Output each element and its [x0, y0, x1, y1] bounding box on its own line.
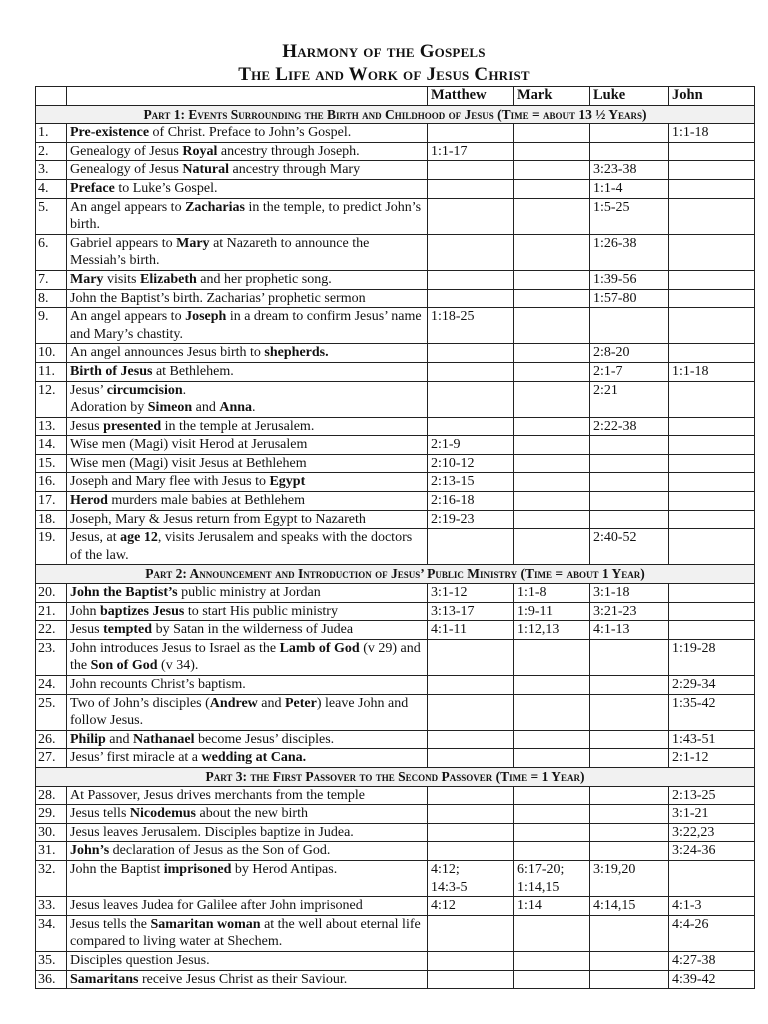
table-row: [36, 417, 755, 436]
ref-luke: 4:14,15: [590, 897, 669, 916]
ref-mark: [514, 529, 590, 565]
ref-mark: [514, 639, 590, 675]
ref-matthew: 3:1-12: [428, 584, 514, 603]
section-heading: Part 2: Announcement and Introduction of Jesus’ Public Ministry (Time = about 1 Year): [36, 565, 755, 584]
ref-john: [669, 492, 755, 511]
ref-luke: 3:23-38: [590, 161, 669, 180]
ref-luke: [590, 142, 669, 161]
ref-matthew: [428, 289, 514, 308]
table-row: [36, 454, 755, 473]
row-number: 11.: [36, 362, 67, 381]
ref-matthew: [428, 234, 514, 270]
row-number: 4.: [36, 179, 67, 198]
event-description: Mary visits Elizabeth and her prophetic song.: [67, 270, 428, 289]
table-row: [36, 842, 755, 861]
ref-john: [669, 142, 755, 161]
table-row: [36, 142, 755, 161]
ref-luke: [590, 970, 669, 989]
ref-mark: [514, 823, 590, 842]
ref-luke: 3:21-23: [590, 602, 669, 621]
event-description: Samaritans receive Jesus Christ as their Saviour.: [67, 970, 428, 989]
ref-matthew: [428, 529, 514, 565]
ref-mark: [514, 786, 590, 805]
event-description: Jesus tells the Samaritan woman at the well about eternal life compared to living water at Shechem.: [67, 915, 428, 951]
ref-matthew: 2:19-23: [428, 510, 514, 529]
ref-luke: [590, 786, 669, 805]
ref-matthew: [428, 951, 514, 970]
ref-mark: [514, 142, 590, 161]
ref-mark: [514, 308, 590, 344]
event-description: Joseph and Mary flee with Jesus to Egypt: [67, 473, 428, 492]
ref-luke: [590, 951, 669, 970]
row-number: 6.: [36, 234, 67, 270]
table-row: [36, 436, 755, 455]
event-description: Jesus leaves Jerusalem. Disciples baptize in Judea.: [67, 823, 428, 842]
ref-john: 4:27-38: [669, 951, 755, 970]
row-number: 17.: [36, 492, 67, 511]
event-description: Wise men (Magi) visit Jesus at Bethlehem: [67, 454, 428, 473]
event-description: Preface to Luke’s Gospel.: [67, 179, 428, 198]
ref-luke: 2:1-7: [590, 362, 669, 381]
ref-matthew: 2:13-15: [428, 473, 514, 492]
ref-mark: [514, 510, 590, 529]
event-description: An angel appears to Joseph in a dream to confirm Jesus’ name and Mary’s chastity.: [67, 308, 428, 344]
ref-luke: 1:39-56: [590, 270, 669, 289]
ref-matthew: [428, 124, 514, 143]
event-description: Joseph, Mary & Jesus return from Egypt to Nazareth: [67, 510, 428, 529]
ref-matthew: [428, 730, 514, 749]
row-number: 2.: [36, 142, 67, 161]
harmony-table: [35, 86, 755, 989]
table-row: [36, 234, 755, 270]
event-description: Genealogy of Jesus Royal ancestry through Joseph.: [67, 142, 428, 161]
ref-john: [669, 436, 755, 455]
ref-mark: [514, 951, 590, 970]
ref-luke: [590, 730, 669, 749]
ref-matthew: 2:1-9: [428, 436, 514, 455]
row-number: 26.: [36, 730, 67, 749]
table-row: [36, 308, 755, 344]
row-number: 35.: [36, 951, 67, 970]
document-subtitle: The Life and Work of Jesus Christ: [238, 64, 530, 85]
ref-john: 4:39-42: [669, 970, 755, 989]
ref-luke: 1:26-38: [590, 234, 669, 270]
ref-matthew: [428, 970, 514, 989]
ref-john: [669, 234, 755, 270]
ref-mark: [514, 805, 590, 824]
row-number: 12.: [36, 381, 67, 417]
ref-luke: 2:40-52: [590, 529, 669, 565]
ref-mark: [514, 454, 590, 473]
header-event: [67, 87, 428, 106]
table-row: [36, 289, 755, 308]
ref-luke: 1:5-25: [590, 198, 669, 234]
ref-matthew: [428, 915, 514, 951]
row-number: 3.: [36, 161, 67, 180]
ref-john: 2:29-34: [669, 676, 755, 695]
ref-john: [669, 417, 755, 436]
ref-mark: [514, 676, 590, 695]
ref-john: [669, 381, 755, 417]
ref-luke: [590, 454, 669, 473]
table-row: [36, 362, 755, 381]
ref-john: 1:1-18: [669, 124, 755, 143]
row-number: 5.: [36, 198, 67, 234]
ref-john: 2:13-25: [669, 786, 755, 805]
event-description: An angel appears to Zacharias in the temple, to predict John’s birth.: [67, 198, 428, 234]
ref-matthew: [428, 270, 514, 289]
event-description: John the Baptist’s birth. Zacharias’ prophetic sermon: [67, 289, 428, 308]
ref-luke: [590, 805, 669, 824]
ref-matthew: [428, 417, 514, 436]
table-row: [36, 381, 755, 417]
section-heading-row: [36, 565, 755, 584]
table-row: [36, 179, 755, 198]
event-description: Jesus, at age 12, visits Jerusalem and speaks with the doctors of the law.: [67, 529, 428, 565]
ref-mark: [514, 749, 590, 768]
table-body: [36, 105, 755, 989]
row-number: 31.: [36, 842, 67, 861]
ref-john: [669, 584, 755, 603]
table-row: [36, 970, 755, 989]
table-row: [36, 270, 755, 289]
ref-matthew: [428, 179, 514, 198]
ref-john: 1:35-42: [669, 694, 755, 730]
ref-luke: 1:57-80: [590, 289, 669, 308]
event-description: Gabriel appears to Mary at Nazareth to announce the Messiah’s birth.: [67, 234, 428, 270]
table-row: [36, 124, 755, 143]
ref-mark: [514, 381, 590, 417]
event-description: Herod murders male babies at Bethlehem: [67, 492, 428, 511]
row-number: 19.: [36, 529, 67, 565]
table-row: [36, 951, 755, 970]
ref-matthew: [428, 805, 514, 824]
row-number: 32.: [36, 860, 67, 896]
ref-john: [669, 270, 755, 289]
row-number: 28.: [36, 786, 67, 805]
ref-mark: [514, 915, 590, 951]
table-row: [36, 161, 755, 180]
ref-matthew: 3:13-17: [428, 602, 514, 621]
ref-mark: [514, 124, 590, 143]
header-mark: Mark: [514, 87, 590, 106]
section-heading: Part 1: Events Surrounding the Birth and Childhood of Jesus (Time = about 13 ½ Years): [36, 105, 755, 124]
ref-luke: [590, 915, 669, 951]
ref-john: [669, 289, 755, 308]
ref-mark: [514, 198, 590, 234]
ref-luke: [590, 823, 669, 842]
row-number: 1.: [36, 124, 67, 143]
table-row: [36, 676, 755, 695]
table-row: [36, 510, 755, 529]
ref-mark: [514, 234, 590, 270]
ref-matthew: [428, 161, 514, 180]
row-number: 18.: [36, 510, 67, 529]
table-row: [36, 730, 755, 749]
table-row: [36, 602, 755, 621]
title-block: [0, 40, 768, 86]
event-description: Birth of Jesus at Bethlehem.: [67, 362, 428, 381]
ref-luke: [590, 436, 669, 455]
ref-matthew: [428, 823, 514, 842]
ref-matthew: [428, 694, 514, 730]
header-matthew: Matthew: [428, 87, 514, 106]
ref-matthew: [428, 676, 514, 695]
ref-matthew: [428, 749, 514, 768]
ref-john: [669, 344, 755, 363]
event-description: Jesus leaves Judea for Galilee after John imprisoned: [67, 897, 428, 916]
ref-luke: 2:21: [590, 381, 669, 417]
ref-luke: 4:1-13: [590, 621, 669, 640]
table-row: [36, 198, 755, 234]
ref-mark: [514, 179, 590, 198]
row-number: 23.: [36, 639, 67, 675]
event-description: An angel announces Jesus birth to shepherds.: [67, 344, 428, 363]
table-row: [36, 915, 755, 951]
ref-luke: 2:8-20: [590, 344, 669, 363]
event-description: Jesus presented in the temple at Jerusalem.: [67, 417, 428, 436]
ref-john: 3:22,23: [669, 823, 755, 842]
ref-john: [669, 308, 755, 344]
section-heading-row: [36, 105, 755, 124]
ref-matthew: [428, 842, 514, 861]
ref-mark: [514, 436, 590, 455]
row-number: 16.: [36, 473, 67, 492]
row-number: 33.: [36, 897, 67, 916]
ref-john: [669, 621, 755, 640]
ref-john: [669, 602, 755, 621]
row-number: 10.: [36, 344, 67, 363]
document-title: Harmony of the Gospels: [282, 41, 486, 62]
ref-matthew: [428, 786, 514, 805]
row-number: 8.: [36, 289, 67, 308]
ref-matthew: 2:16-18: [428, 492, 514, 511]
ref-luke: [590, 842, 669, 861]
row-number: 29.: [36, 805, 67, 824]
ref-mark: [514, 270, 590, 289]
header-john: John: [669, 87, 755, 106]
ref-mark: [514, 417, 590, 436]
row-number: 36.: [36, 970, 67, 989]
ref-john: 4:1-3: [669, 897, 755, 916]
ref-john: 3:1-21: [669, 805, 755, 824]
table-row: [36, 897, 755, 916]
ref-matthew: 1:18-25: [428, 308, 514, 344]
ref-mark: 1:1-8: [514, 584, 590, 603]
event-description: John recounts Christ’s baptism.: [67, 676, 428, 695]
ref-mark: [514, 289, 590, 308]
event-description: Jesus tempted by Satan in the wilderness of Judea: [67, 621, 428, 640]
table-row: [36, 694, 755, 730]
ref-luke: [590, 510, 669, 529]
event-description: John introduces Jesus to Israel as the Lamb of God (v 29) and the Son of God (v 34).: [67, 639, 428, 675]
ref-matthew: [428, 198, 514, 234]
ref-mark: [514, 362, 590, 381]
ref-mark: [514, 161, 590, 180]
event-description: Jesus’ first miracle at a wedding at Cana.: [67, 749, 428, 768]
event-description: Philip and Nathanael become Jesus’ disciples.: [67, 730, 428, 749]
table-row: [36, 786, 755, 805]
ref-mark: 6:17-20; 1:14,15: [514, 860, 590, 896]
table-row: [36, 860, 755, 896]
row-number: 25.: [36, 694, 67, 730]
row-number: 30.: [36, 823, 67, 842]
table-row: [36, 639, 755, 675]
table-row: [36, 749, 755, 768]
ref-matthew: 1:1-17: [428, 142, 514, 161]
ref-mark: [514, 492, 590, 511]
ref-mark: [514, 473, 590, 492]
ref-luke: [590, 492, 669, 511]
ref-mark: 1:14: [514, 897, 590, 916]
table-row: [36, 529, 755, 565]
ref-matthew: [428, 381, 514, 417]
event-description: Pre-existence of Christ. Preface to John’s Gospel.: [67, 124, 428, 143]
ref-john: 1:19-28: [669, 639, 755, 675]
ref-luke: [590, 639, 669, 675]
ref-luke: 1:1-4: [590, 179, 669, 198]
ref-mark: [514, 694, 590, 730]
ref-luke: [590, 749, 669, 768]
ref-matthew: 2:10-12: [428, 454, 514, 473]
event-description: At Passover, Jesus drives merchants from the temple: [67, 786, 428, 805]
ref-luke: [590, 473, 669, 492]
ref-mark: [514, 730, 590, 749]
ref-matthew: [428, 362, 514, 381]
ref-luke: [590, 676, 669, 695]
header-luke: Luke: [590, 87, 669, 106]
ref-luke: 2:22-38: [590, 417, 669, 436]
row-number: 21.: [36, 602, 67, 621]
ref-john: [669, 161, 755, 180]
ref-mark: [514, 970, 590, 989]
table-row: [36, 584, 755, 603]
ref-john: [669, 198, 755, 234]
ref-john: 4:4-26: [669, 915, 755, 951]
event-description: Genealogy of Jesus Natural ancestry through Mary: [67, 161, 428, 180]
event-description: Two of John’s disciples (Andrew and Peter) leave John and follow Jesus.: [67, 694, 428, 730]
table-row: [36, 805, 755, 824]
ref-matthew: 4:12; 14:3-5: [428, 860, 514, 896]
event-description: John’s declaration of Jesus as the Son of God.: [67, 842, 428, 861]
table-row: [36, 823, 755, 842]
row-number: 15.: [36, 454, 67, 473]
section-heading: Part 3: the First Passover to the Second Passover (Time = 1 Year): [36, 767, 755, 786]
ref-john: 2:1-12: [669, 749, 755, 768]
ref-mark: [514, 842, 590, 861]
ref-john: 3:24-36: [669, 842, 755, 861]
event-description: Disciples question Jesus.: [67, 951, 428, 970]
ref-mark: 1:9-11: [514, 602, 590, 621]
table-row: [36, 344, 755, 363]
ref-john: [669, 454, 755, 473]
row-number: 24.: [36, 676, 67, 695]
ref-john: [669, 473, 755, 492]
ref-luke: [590, 308, 669, 344]
table-row: [36, 492, 755, 511]
ref-luke: [590, 694, 669, 730]
ref-mark: 1:12,13: [514, 621, 590, 640]
event-description: Jesus’ circumcision. Adoration by Simeon and Anna.: [67, 381, 428, 417]
event-description: John baptizes Jesus to start His public ministry: [67, 602, 428, 621]
event-description: John the Baptist imprisoned by Herod Antipas.: [67, 860, 428, 896]
ref-john: [669, 529, 755, 565]
ref-john: 1:43-51: [669, 730, 755, 749]
row-number: 13.: [36, 417, 67, 436]
table-header-row: [36, 87, 755, 106]
event-description: Jesus tells Nicodemus about the new birth: [67, 805, 428, 824]
ref-luke: 3:1-18: [590, 584, 669, 603]
ref-luke: [590, 124, 669, 143]
row-number: 20.: [36, 584, 67, 603]
ref-john: [669, 179, 755, 198]
table-row: [36, 621, 755, 640]
row-number: 14.: [36, 436, 67, 455]
ref-john: [669, 860, 755, 896]
row-number: 34.: [36, 915, 67, 951]
ref-matthew: [428, 344, 514, 363]
row-number: 27.: [36, 749, 67, 768]
ref-mark: [514, 344, 590, 363]
header-number: [36, 87, 67, 106]
ref-john: [669, 510, 755, 529]
ref-john: 1:1-18: [669, 362, 755, 381]
row-number: 9.: [36, 308, 67, 344]
ref-matthew: 4:12: [428, 897, 514, 916]
row-number: 22.: [36, 621, 67, 640]
row-number: 7.: [36, 270, 67, 289]
ref-matthew: 4:1-11: [428, 621, 514, 640]
ref-luke: 3:19,20: [590, 860, 669, 896]
ref-matthew: [428, 639, 514, 675]
section-heading-row: [36, 767, 755, 786]
event-description: John the Baptist’s public ministry at Jordan: [67, 584, 428, 603]
table-row: [36, 473, 755, 492]
event-description: Wise men (Magi) visit Herod at Jerusalem: [67, 436, 428, 455]
